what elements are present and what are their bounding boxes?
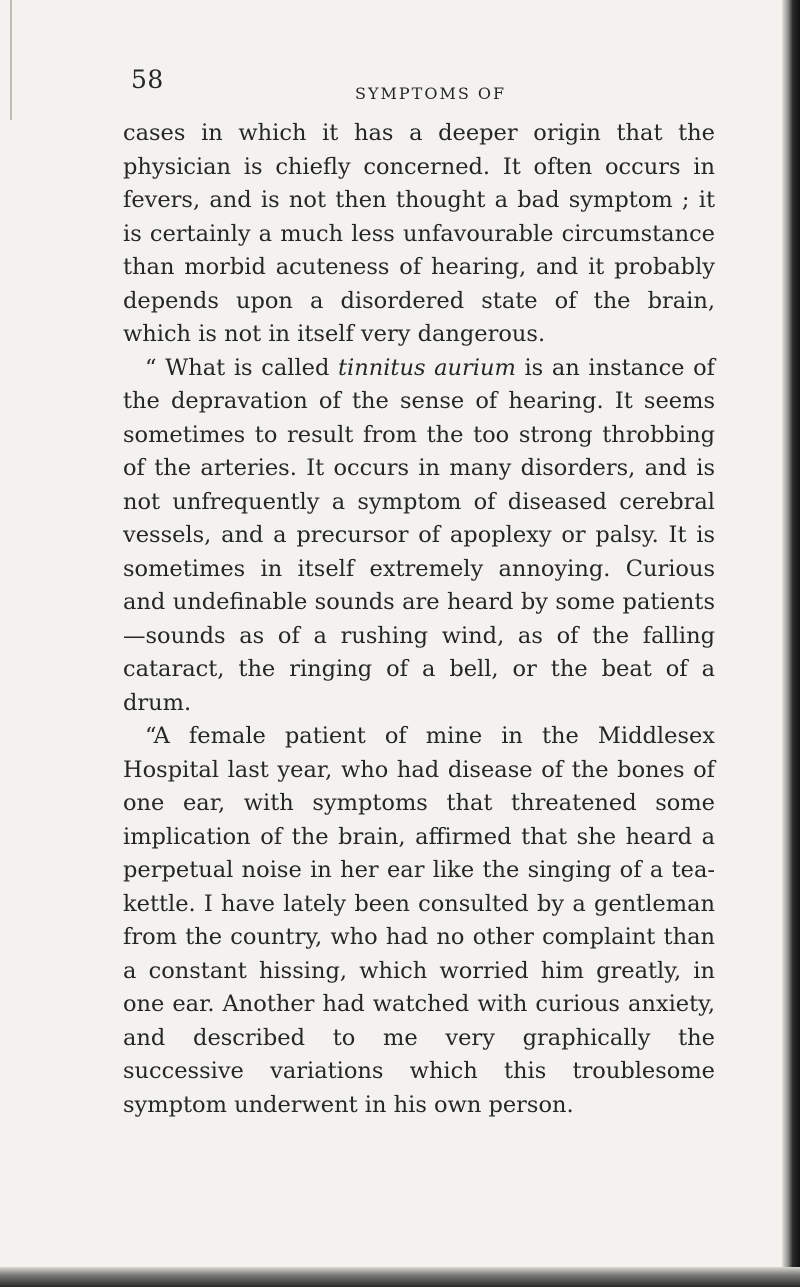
paragraph-2-rest: is an instance of the depravation of the sense of hearing. It seems sometimes to result from the too strong throbbing of the arteries. It occurs in many disorders, and is not unfrequently a symptom of diseased cerebral vessels, and a precursor of apoplexy or palsy. It is sometimes in itself extremely annoying. Curious and undefinable sounds are heard by some patients—sounds as of a rushing wind, as of the falling cataract, the ringing of a bell, or the beat of a drum. <box>123 354 715 716</box>
page-left-edge <box>10 0 12 120</box>
italic-term: tinnitus aurium <box>338 354 516 381</box>
paragraph-3: “A female patient of mine in the Middlesex Hospital last year, who had disease of the bones of one ear, with symptoms that threatened some implication of the brain, affirmed that she heard a perpetual noise in her ear like the singing of a tea-kettle. I have lately been consulted by a gentleman from the country, who had no other complaint than a constant hissing, which worried him greatly, in one ear. Another had watched with curious anxiety, and described to me very graphically the successive variations which this troublesome symptom underwent in his own person. <box>123 723 715 1118</box>
running-head: SYMPTOMS OF <box>355 84 507 103</box>
paragraph-2 <box>123 352 715 721</box>
binding-shadow <box>782 0 800 1287</box>
page-number: 58 <box>131 65 164 94</box>
body-text <box>123 117 715 1122</box>
paragraph-2-start: “ What is called <box>145 354 338 381</box>
bottom-edge-shadow <box>0 1267 800 1287</box>
paragraph-1: cases in which it has a deeper origin that the physician is chiefly concerned. It often occurs in fevers, and is not then thought a bad symptom ; it is certainly a much less unfavourable circumstance than morbid acuteness of hearing, and it probably depends upon a disordered state of the brain, which is not in itself very dangerous. <box>123 120 715 347</box>
